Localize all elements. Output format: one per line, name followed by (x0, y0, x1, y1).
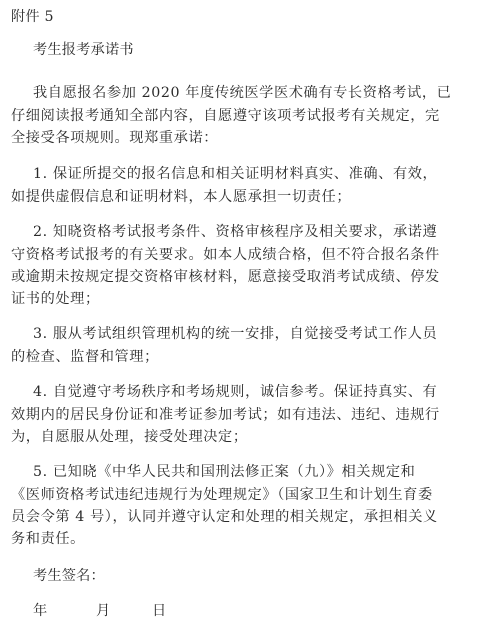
paragraph-line: 仔细阅读报考通知全部内容，自愿遵守该项考试报考有关规定，完 (11, 108, 440, 124)
paragraph-line: 我自愿报名参加 2020 年度传统医学医术确有专长资格考试，已 (33, 85, 452, 101)
paragraph-line: 务和责任。 (11, 531, 85, 547)
paragraph-line: 3. 服从考试组织管理机构的统一安排，自觉接受考试工作人员 (33, 326, 438, 342)
attachment-label: 附件 5 (11, 9, 54, 25)
paragraph-line: 2. 知晓资格考试报考条件、资格审核程序及相关要求，承诺遵 (33, 224, 438, 240)
paragraph-line: 效期内的居民身份证和准考证参加考试；如有违法、违纪、违规行 (11, 407, 440, 423)
signature-label: 考生签名： (33, 568, 105, 584)
paragraph-line: 全接受各项规则。现郑重承诺： (11, 130, 219, 146)
date-year: 年 (33, 603, 48, 619)
document-title: 考生报考承诺书 (33, 42, 134, 58)
paragraph-line: 5. 已知晓《中华人民共和国刑法修正案（九）》相关规定和 (33, 464, 416, 480)
paragraph-line: 《医师资格考试违纪违规行为处理规定》（国家卫生和计划生育委 (11, 487, 433, 503)
paragraph-line: 为，自愿服从处理，接受处理决定； (11, 429, 248, 445)
paragraph-line: 员会令第 4 号），认同并遵守认定和处理的相关规定，承担相关义 (11, 509, 438, 525)
date-month: 月 (96, 603, 111, 619)
paragraph-line: 守资格考试报考的有关要求。如本人成绩合格，但不符合报名条件 (11, 247, 440, 263)
paragraph-line: 1. 保证所提交的报名信息和相关证明材料真实、准确、有效， (33, 166, 438, 182)
paragraph-line: 的检查、监督和管理； (11, 349, 159, 365)
date-day: 日 (152, 603, 167, 619)
paragraph-line: 证书的处理； (11, 291, 100, 307)
paragraph-line: 4. 自觉遵守考场秩序和考场规则，诚信参考。保证持真实、有 (33, 384, 438, 400)
paragraph-line: 如提供虚假信息和证明材料，本人愿承担一切责任； (11, 189, 352, 205)
paragraph-line: 或逾期未按规定提交资格审核材料，愿意接受取消考试成绩、停发 (11, 269, 440, 285)
